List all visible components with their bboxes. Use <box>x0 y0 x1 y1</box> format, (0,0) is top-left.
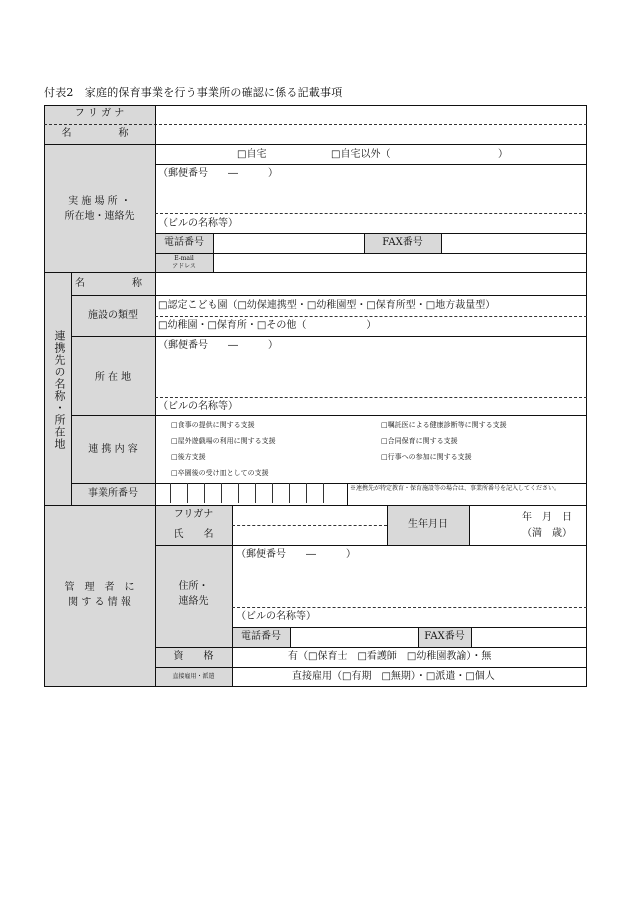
manager-furigana-label: フリガナ <box>173 509 214 520</box>
partner-building-field[interactable]: （ビルの名称等） <box>158 401 238 412</box>
employment-label: 直接雇用・派遣 <box>172 673 215 680</box>
not-home-checkbox[interactable]: □自宅以外（ <box>331 149 391 160</box>
furigana-label: フ リ ガ ナ <box>74 108 125 119</box>
facility-type-line1[interactable]: □認定こども園（□幼保連携型・□幼稚園型・□保育所型・□地方裁量型） <box>158 300 496 311</box>
location-label-2: 所在地・連絡先 <box>64 211 135 222</box>
collab-item[interactable]: □食事の提供に関する支援 <box>171 421 255 429</box>
email-label-2: アドレス <box>172 263 196 270</box>
birthdate-ymd: 年 月 日 <box>522 512 572 523</box>
email-label: E-mail <box>174 255 194 262</box>
fax-label: FAX番号 <box>382 237 423 248</box>
facility-type-line2[interactable]: □幼稚園・□保育所・□その他（ ） <box>158 320 377 331</box>
qualification-options[interactable]: 有（□保育士 □看護師 □幼稚園教諭）・無 <box>288 651 492 662</box>
partner-name-label: 名 称 <box>75 278 151 289</box>
location-label: 実 施 場 所 ・ <box>68 196 131 207</box>
partner-vertical-label: 連携先の名称・所在地 <box>53 330 66 450</box>
birthdate-age: （満 歳） <box>522 528 572 539</box>
collab-item[interactable]: □嘱託医による健康診断等に関する支援 <box>381 421 507 429</box>
tel-label: 電話番号 <box>164 237 204 248</box>
collab-item[interactable]: □行事への参加に関する支援 <box>381 453 472 461</box>
collab-item[interactable]: □後方支援 <box>171 453 206 461</box>
collab-item[interactable]: □卒園後の受け皿としての支援 <box>171 469 269 477</box>
manager-building-field[interactable]: （ビルの名称等） <box>236 611 316 622</box>
manager-label: 管 理 者 に <box>64 582 135 593</box>
home-checkbox[interactable]: □自宅 <box>237 149 267 160</box>
collab-item[interactable]: □屋外遊戯場の利用に関する支援 <box>171 437 276 445</box>
postal-code-field[interactable]: （郵便番号 ― ） <box>158 168 278 179</box>
building-name-field[interactable]: （ビルの名称等） <box>158 218 238 229</box>
manager-fax-label: FAX番号 <box>424 631 465 642</box>
qualification-label: 資 格 <box>173 651 214 662</box>
birthdate-label: 生年月日 <box>408 519 448 530</box>
manager-postal-field[interactable]: （郵便番号 ― ） <box>236 549 356 560</box>
facility-type-label: 施設の類型 <box>88 310 138 321</box>
collab-item[interactable]: □合同保育に関する支援 <box>381 437 458 445</box>
form-title: 付表2 家庭的保育事業を行う事業所の確認に係る記載事項 <box>44 86 343 99</box>
manager-name-label: 氏 名 <box>173 529 214 540</box>
manager-address-label-2: 連絡先 <box>178 596 209 607</box>
manager-address-label: 住所・ <box>178 581 209 592</box>
office-number-label: 事業所番号 <box>88 488 138 499</box>
manager-tel-label: 電話番号 <box>241 631 281 642</box>
collab-content-label: 連 携 内 容 <box>88 444 138 455</box>
manager-label-2: 関 す る 情 報 <box>68 597 131 608</box>
office-number-note: ※連携先が特定教育・保育施設等の場合は、事業所番号を記入してください。 <box>350 485 561 492</box>
partner-address-label: 所 在 地 <box>94 372 132 383</box>
not-home-close: ） <box>498 149 508 160</box>
name-label: 名 称 <box>61 128 138 139</box>
employment-options[interactable]: 直接雇用（□有期 □無期）・□派遣・□個人 <box>292 671 495 682</box>
partner-postal-field[interactable]: （郵便番号 ― ） <box>158 340 278 351</box>
